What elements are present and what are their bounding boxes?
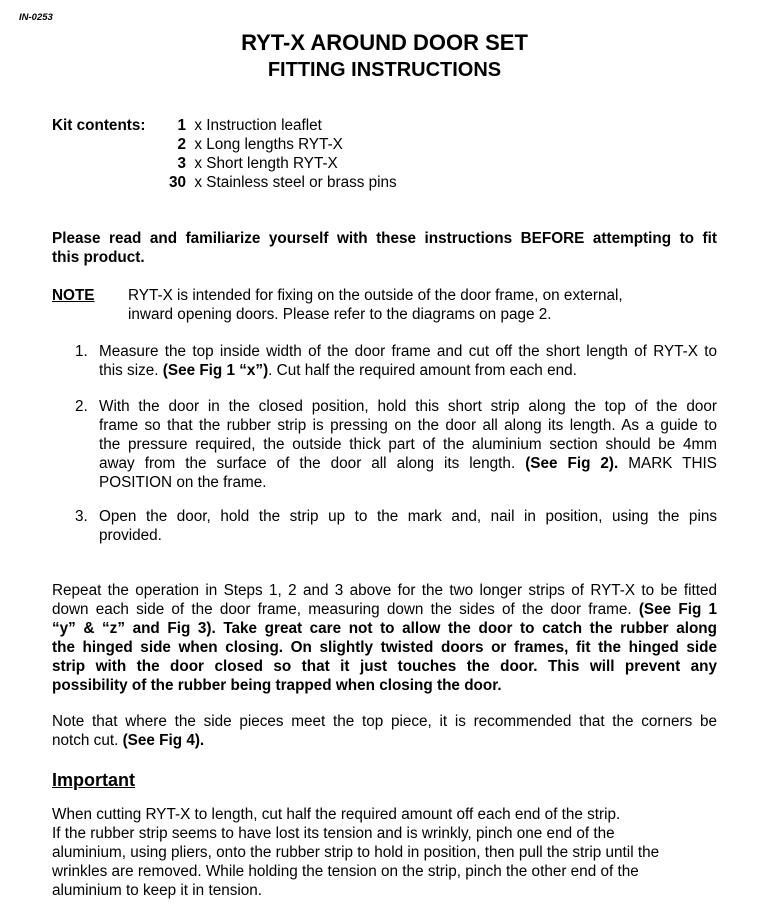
kit-item-qty: 3 xyxy=(177,155,186,172)
kit-item xyxy=(162,116,322,135)
figure-reference: (See Fig 1 xyxy=(638,601,717,618)
figure-reference: (See Fig 4). xyxy=(122,732,205,749)
kit-item-qty: 2 xyxy=(177,136,186,153)
step-number: 1. xyxy=(75,343,88,360)
step-number: 2. xyxy=(75,398,88,415)
paragraph-line: down each side of the door frame, measuring down the sides of the door frame. (See Fig 1 xyxy=(52,601,717,618)
kit-item-separator: x xyxy=(194,155,202,172)
step-text xyxy=(99,507,717,545)
note-line: inward opening doors. Please refer to the diagrams on page 2. xyxy=(128,306,552,323)
step-line: this size. (See Fig 1 “x”). Cut half the required amount from each end. xyxy=(99,362,577,379)
important-paragraph xyxy=(52,805,717,900)
paragraph-line: Note that where the side pieces meet the top piece, it is recommended that the corners be xyxy=(52,713,717,730)
step-line: POSITION on the frame. xyxy=(99,474,267,491)
kit-item-separator: x xyxy=(194,136,202,153)
figure-reference: (See Fig 2). xyxy=(525,455,619,472)
kit-item xyxy=(162,173,397,192)
paragraph-line: notch cut. (See Fig 4). xyxy=(52,732,205,749)
step-number: 3. xyxy=(75,508,88,525)
paragraph-line: the hinged side when closing. On slightly twisted doors or frames, fit the hinged side xyxy=(52,639,717,656)
note-label: NOTE xyxy=(52,287,95,304)
step-line: away from the surface of the door all along its length. (See Fig 2). MARK THIS xyxy=(99,455,718,472)
page-subtitle: FITTING INSTRUCTIONS xyxy=(267,59,502,81)
kit-item-qty: 1 xyxy=(177,117,186,134)
step-line: the pressure required, the outside thick part of the aluminium section should be 4mm xyxy=(99,436,717,453)
warning-line: Please read and familiarize yourself with these instructions BEFORE attempting to fit xyxy=(52,230,717,247)
warning-paragraph xyxy=(52,229,717,267)
step-text xyxy=(99,397,717,492)
important-heading: Important xyxy=(52,770,135,790)
warning-line: this product. xyxy=(52,249,145,266)
page-title: RYT-X AROUND DOOR SET xyxy=(241,30,528,55)
paragraph-line: When cutting RYT-X to length, cut half the required amount off each end of the strip. xyxy=(52,806,621,823)
paragraph-line: possibility of the rubber being trapped when closing the door. xyxy=(52,677,502,694)
paragraph-line: strip with the door closed so that it just touches the door. This will prevent any xyxy=(52,658,717,675)
paragraph-line: wrinkles are removed. While holding the tension on the strip, pinch the other end of the xyxy=(52,863,639,880)
step-line: Measure the top inside width of the door frame and cut off the short length of RYT-X to xyxy=(99,343,717,360)
kit-contents-label: Kit contents: xyxy=(52,117,146,134)
step-line: Open the door, hold the strip up to the mark and, nail in position, using the pins xyxy=(99,508,717,525)
paragraph-line: “y” & “z” and Fig 3). Take great care not to allow the door to catch the rubber along xyxy=(52,620,717,637)
kit-item-qty: 30 xyxy=(168,174,186,191)
paragraph-line: Repeat the operation in Steps 1, 2 and 3 above for the two longer strips of RYT-X to be fitted xyxy=(52,582,717,599)
kit-item-separator: x xyxy=(194,174,202,191)
kit-item xyxy=(162,154,338,173)
note-text xyxy=(128,286,718,324)
kit-item-desc: Long lengths RYT-X xyxy=(206,136,343,153)
figure-reference: (See Fig 1 “x”) xyxy=(162,362,269,379)
paragraph-line: aluminium to keep it in tension. xyxy=(52,882,263,899)
corners-paragraph xyxy=(52,712,717,750)
paragraph-line: aluminium, using pliers, onto the rubber strip to hold in position, then pull the strip until the xyxy=(52,844,660,861)
step-text xyxy=(99,342,717,380)
step-line: With the door in the closed position, hold this short strip along the top of the door xyxy=(99,398,717,415)
kit-item-desc: Stainless steel or brass pins xyxy=(206,174,397,191)
paragraph-line: If the rubber strip seems to have lost its tension and is wrinkly, pinch one end of the xyxy=(52,825,615,842)
kit-item-separator: x xyxy=(194,117,202,134)
step-line: provided. xyxy=(99,527,162,544)
step-line: frame so that the rubber strip is pressing on the door all along its length. As a guide to xyxy=(99,417,717,434)
kit-item-desc: Short length RYT-X xyxy=(206,155,338,172)
kit-item-desc: Instruction leaflet xyxy=(206,117,322,134)
repeat-paragraph xyxy=(52,581,717,695)
note-line: RYT-X is intended for fixing on the outside of the door frame, on external, xyxy=(128,287,623,304)
kit-item xyxy=(162,135,343,154)
document-id: IN-0253 xyxy=(19,12,53,23)
